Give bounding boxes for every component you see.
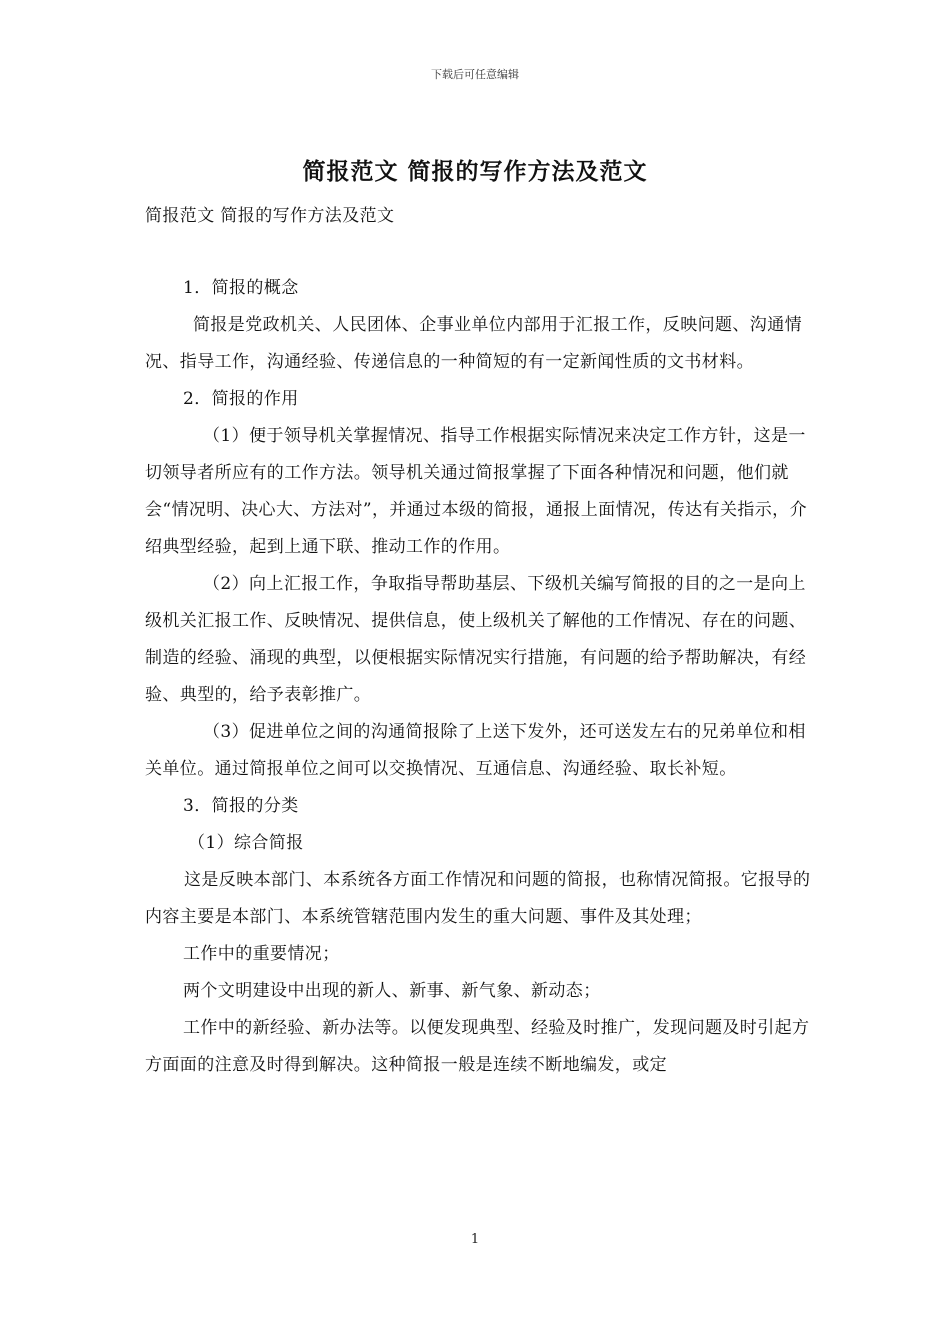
subheading-comprehensive: （1）综合简报 xyxy=(188,833,304,853)
paragraph-new-people: 两个文明建设中出现的新人、新事、新气象、新动态； xyxy=(183,981,601,1001)
page-header: 下载后可任意编辑 xyxy=(431,68,519,81)
paragraph-important-situations: 工作中的重要情况； xyxy=(183,944,340,964)
paragraph-function-1: （1）便于领导机关掌握情况、指导工作根据实际情况来决定工作方针，这是一切领导者所应有的工作方法。领导机关通过简报掌握了下面各种情况和问题，他们就会“情况明、决心大、方法对”，并通过本级的简报，通报上面情况，传达有关指示，介绍典型经验，起到上通下联、推动工作的作用。 xyxy=(145,426,807,557)
document-body xyxy=(145,270,820,1084)
section-heading-concept: 1．简报的概念 xyxy=(183,278,299,298)
paragraph-concept: 简报是党政机关、人民团体、企事业单位内部用于汇报工作，反映问题、沟通情况、指导工作，沟通经验、传递信息的一种简短的有一定新闻性质的文书材料。 xyxy=(145,315,802,372)
paragraph-function-2: （2）向上汇报工作，争取指导帮助基层、下级机关编写简报的目的之一是向上级机关汇报工作、反映情况、提供信息，使上级机关了解他的工作情况、存在的问题、制造的经验、涌现的典型，以便根据实际情况实行措施，有问题的给予帮助解决，有经验、典型的，给予表彰推广。 xyxy=(145,574,807,705)
section-heading-function: 2．简报的作用 xyxy=(183,389,299,409)
document-title: 简报范文 简报的写作方法及范文 xyxy=(302,159,648,185)
paragraph-function-3: （3）促进单位之间的沟通简报除了上送下发外，还可送发左右的兄弟单位和相关单位。通过简报单位之间可以交换情况、互通信息、沟通经验、取长补短。 xyxy=(145,722,806,779)
section-heading-classification: 3．简报的分类 xyxy=(183,796,299,816)
paragraph-new-experience: 工作中的新经验、新办法等。以便发现典型、经验及时推广，发现问题及时引起方方面面的注意及时得到解决。这种简报一般是连续不断地编发，或定 xyxy=(145,1018,810,1075)
document-subtitle: 简报范文 简报的写作方法及范文 xyxy=(145,206,395,226)
paragraph-comprehensive: 这是反映本部门、本系统各方面工作情况和问题的简报，也称情况简报。它报导的内容主要是本部门、本系统管辖范围内发生的重大问题、事件及其处理； xyxy=(145,870,811,927)
page-number: 1 xyxy=(470,1232,480,1247)
